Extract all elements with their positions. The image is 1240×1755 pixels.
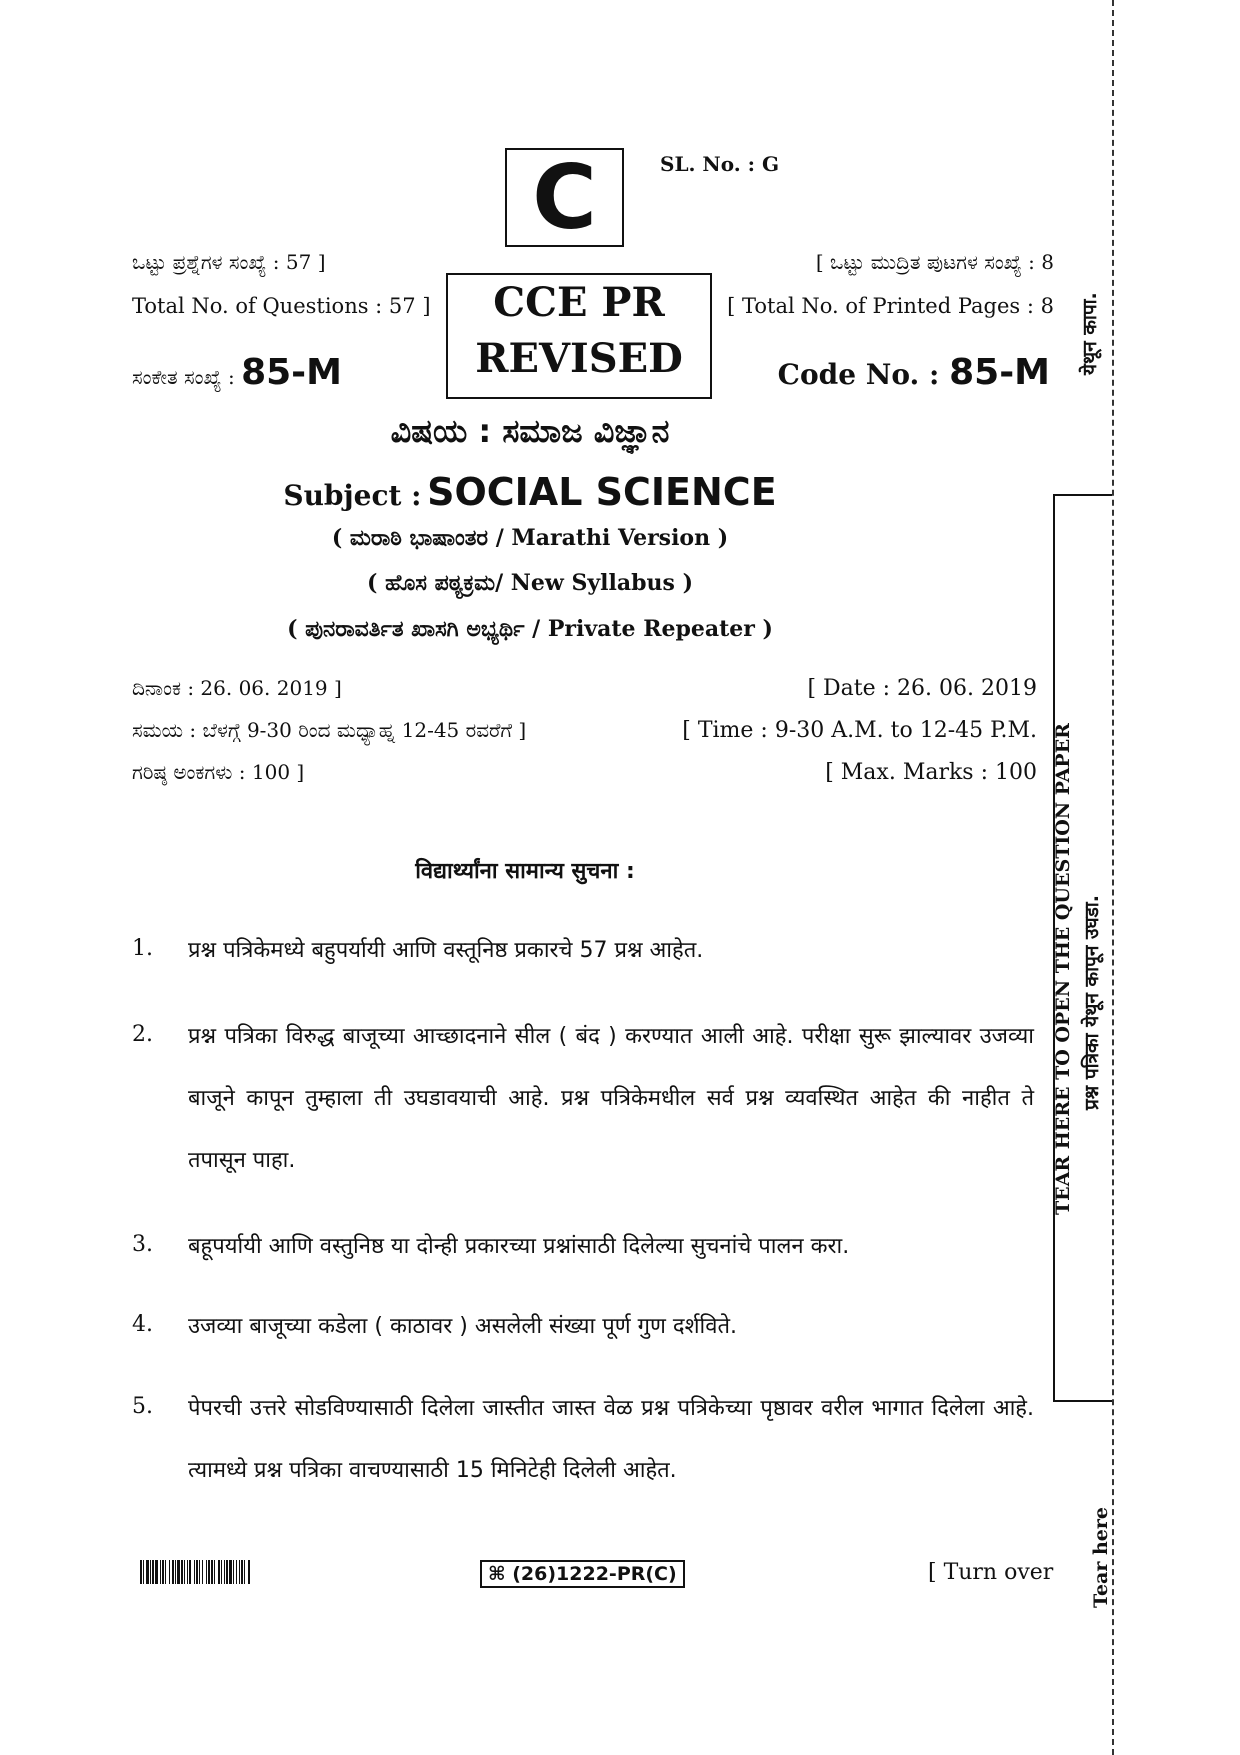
syllabus-line: ( ಹೊಸ ಪಠ್ಯಕ್ರಮ/ New Syllabus )	[367, 570, 693, 596]
code-value-kannada: 85-M	[241, 352, 342, 393]
date-english: [ Date : 26. 06. 2019	[807, 676, 1037, 701]
time-kannada: ಸಮಯ : ಬೆಳಗ್ಗೆ 9-30 ರಿಂದ ಮಧ್ಯಾಹ್ನ 12-45 ರವರೆಗೆ ]	[132, 718, 527, 742]
tear-top-marathi: येथून कापा.	[1079, 292, 1101, 375]
total-pages-kannada: [ ಒಟ್ಟು ಮುದ್ರಿತ ಪುಟಗಳ ಸಂಖ್ಯೆ : 8	[815, 250, 1054, 274]
instruction-number: 5.	[132, 1394, 153, 1419]
tear-instruction-english: TEAR HERE TO OPEN THE QUESTION PAPER	[1052, 723, 1074, 1215]
cce-pr-revised-box	[446, 273, 712, 399]
subject-label: Subject :	[283, 479, 422, 512]
instruction-number: 2.	[132, 1022, 153, 1047]
tear-dashed-line	[1112, 0, 1114, 1755]
tear-instruction-marathi: प्रश्न पत्रिका येथून कापून उघडा.	[1081, 895, 1103, 1110]
instruction-number: 3.	[132, 1232, 153, 1257]
instruction-number: 1.	[132, 936, 153, 961]
serial-number: SL. No. : G	[660, 152, 780, 176]
version-line: ( ಮರಾಠಿ ಭಾಷಾಂತರ / Marathi Version )	[331, 525, 729, 551]
code-number-english	[778, 352, 1050, 393]
instruction-text: उजव्या बाजूच्या कडेला ( काठावर ) असलेली संख्या पूर्ण गुण दर्शविते.	[188, 1314, 738, 1339]
tear-here-label: Tear here	[1090, 1507, 1112, 1608]
candidate-line: ( ಪುನರಾವರ್ತಿತ ಖಾಸಗಿ ಅಭ್ಯರ್ಥಿ / Private Repeater )	[287, 616, 773, 642]
code-label-kannada: ಸಂಕೇತ ಸಂಖ್ಯೆ :	[132, 365, 235, 389]
instruction-text: पेपरची उत्तरे सोडविण्यासाठी दिलेला जास्तीत जास्त वेळ प्रश्न पत्रिकेच्या पृष्ठावर वरील भागात दिलेला आहे. त्यामध्ये प्रश्न पत्रिका वाचण्यासाठी 15 मिनिटेही दिलेली आहेत.	[188, 1396, 1034, 1483]
subject-kannada: ವಿಷಯ : ಸಮಾಜ ವಿಜ್ಞಾನ	[390, 412, 670, 450]
time-english: [ Time : 9-30 A.M. to 12-45 P.M.	[682, 718, 1037, 743]
marks-kannada: ಗರಿಷ್ಠ ಅಂಕಗಳು : 100 ]	[132, 760, 305, 784]
code-label-english: Code No. :	[777, 358, 940, 391]
version-letter: C	[532, 145, 597, 249]
instruction-text: प्रश्न पत्रिका विरुद्ध बाजूच्या आच्छादनाने सील ( बंद ) करण्यात आली आहे. परीक्षा सुरू झाल्यावर उजव्या बाजूने कापून तुम्हाला ती उघडावयाची आहे. प्रश्न पत्रिकेमधील सर्व प्रश्न व्यवस्थित आहेत की नाहीत ते तपासून पाहा.	[188, 1024, 1034, 1173]
barcode-bar	[250, 1560, 251, 1584]
cce-line-2: REVISED	[475, 335, 683, 382]
total-questions-kannada: ಒಟ್ಟು ಪ್ರಶ್ನೆಗಳ ಸಂಖ್ಯೆ : 57 ]	[132, 250, 326, 274]
instruction-text: प्रश्न पत्रिकेमध्ये बहुपर्यायी आणि वस्तूनिष्ठ प्रकारचे 57 प्रश्न आहेत.	[188, 938, 704, 963]
instruction-text: बहूपर्यायी आणि वस्तुनिष्ठ या दोन्ही प्रकारच्या प्रश्नांसाठी दिलेल्या सुचनांचे पालन करा.	[188, 1234, 850, 1259]
page-code: ⌘ (26)1222-PR(C)	[480, 1560, 685, 1588]
code-value-english: 85-M	[949, 352, 1050, 393]
turn-over: [ Turn over	[928, 1560, 1054, 1585]
total-pages-english: [ Total No. of Printed Pages : 8	[727, 294, 1054, 318]
code-number-kannada	[132, 352, 342, 393]
cce-line-1: CCE PR	[493, 279, 665, 326]
date-kannada: ದಿನಾಂಕ : 26. 06. 2019 ]	[132, 676, 342, 700]
subject-title	[0, 470, 1060, 514]
barcode	[140, 1560, 353, 1584]
marks-english: [ Max. Marks : 100	[825, 760, 1037, 785]
subject-name: SOCIAL SCIENCE	[427, 470, 777, 514]
instruction-number: 4.	[132, 1312, 153, 1337]
total-questions-english: Total No. of Questions : 57 ]	[132, 294, 431, 318]
version-letter-box	[505, 145, 624, 249]
instructions-title: विद्यार्थ्यांना सामान्य सुचना :	[415, 859, 635, 884]
